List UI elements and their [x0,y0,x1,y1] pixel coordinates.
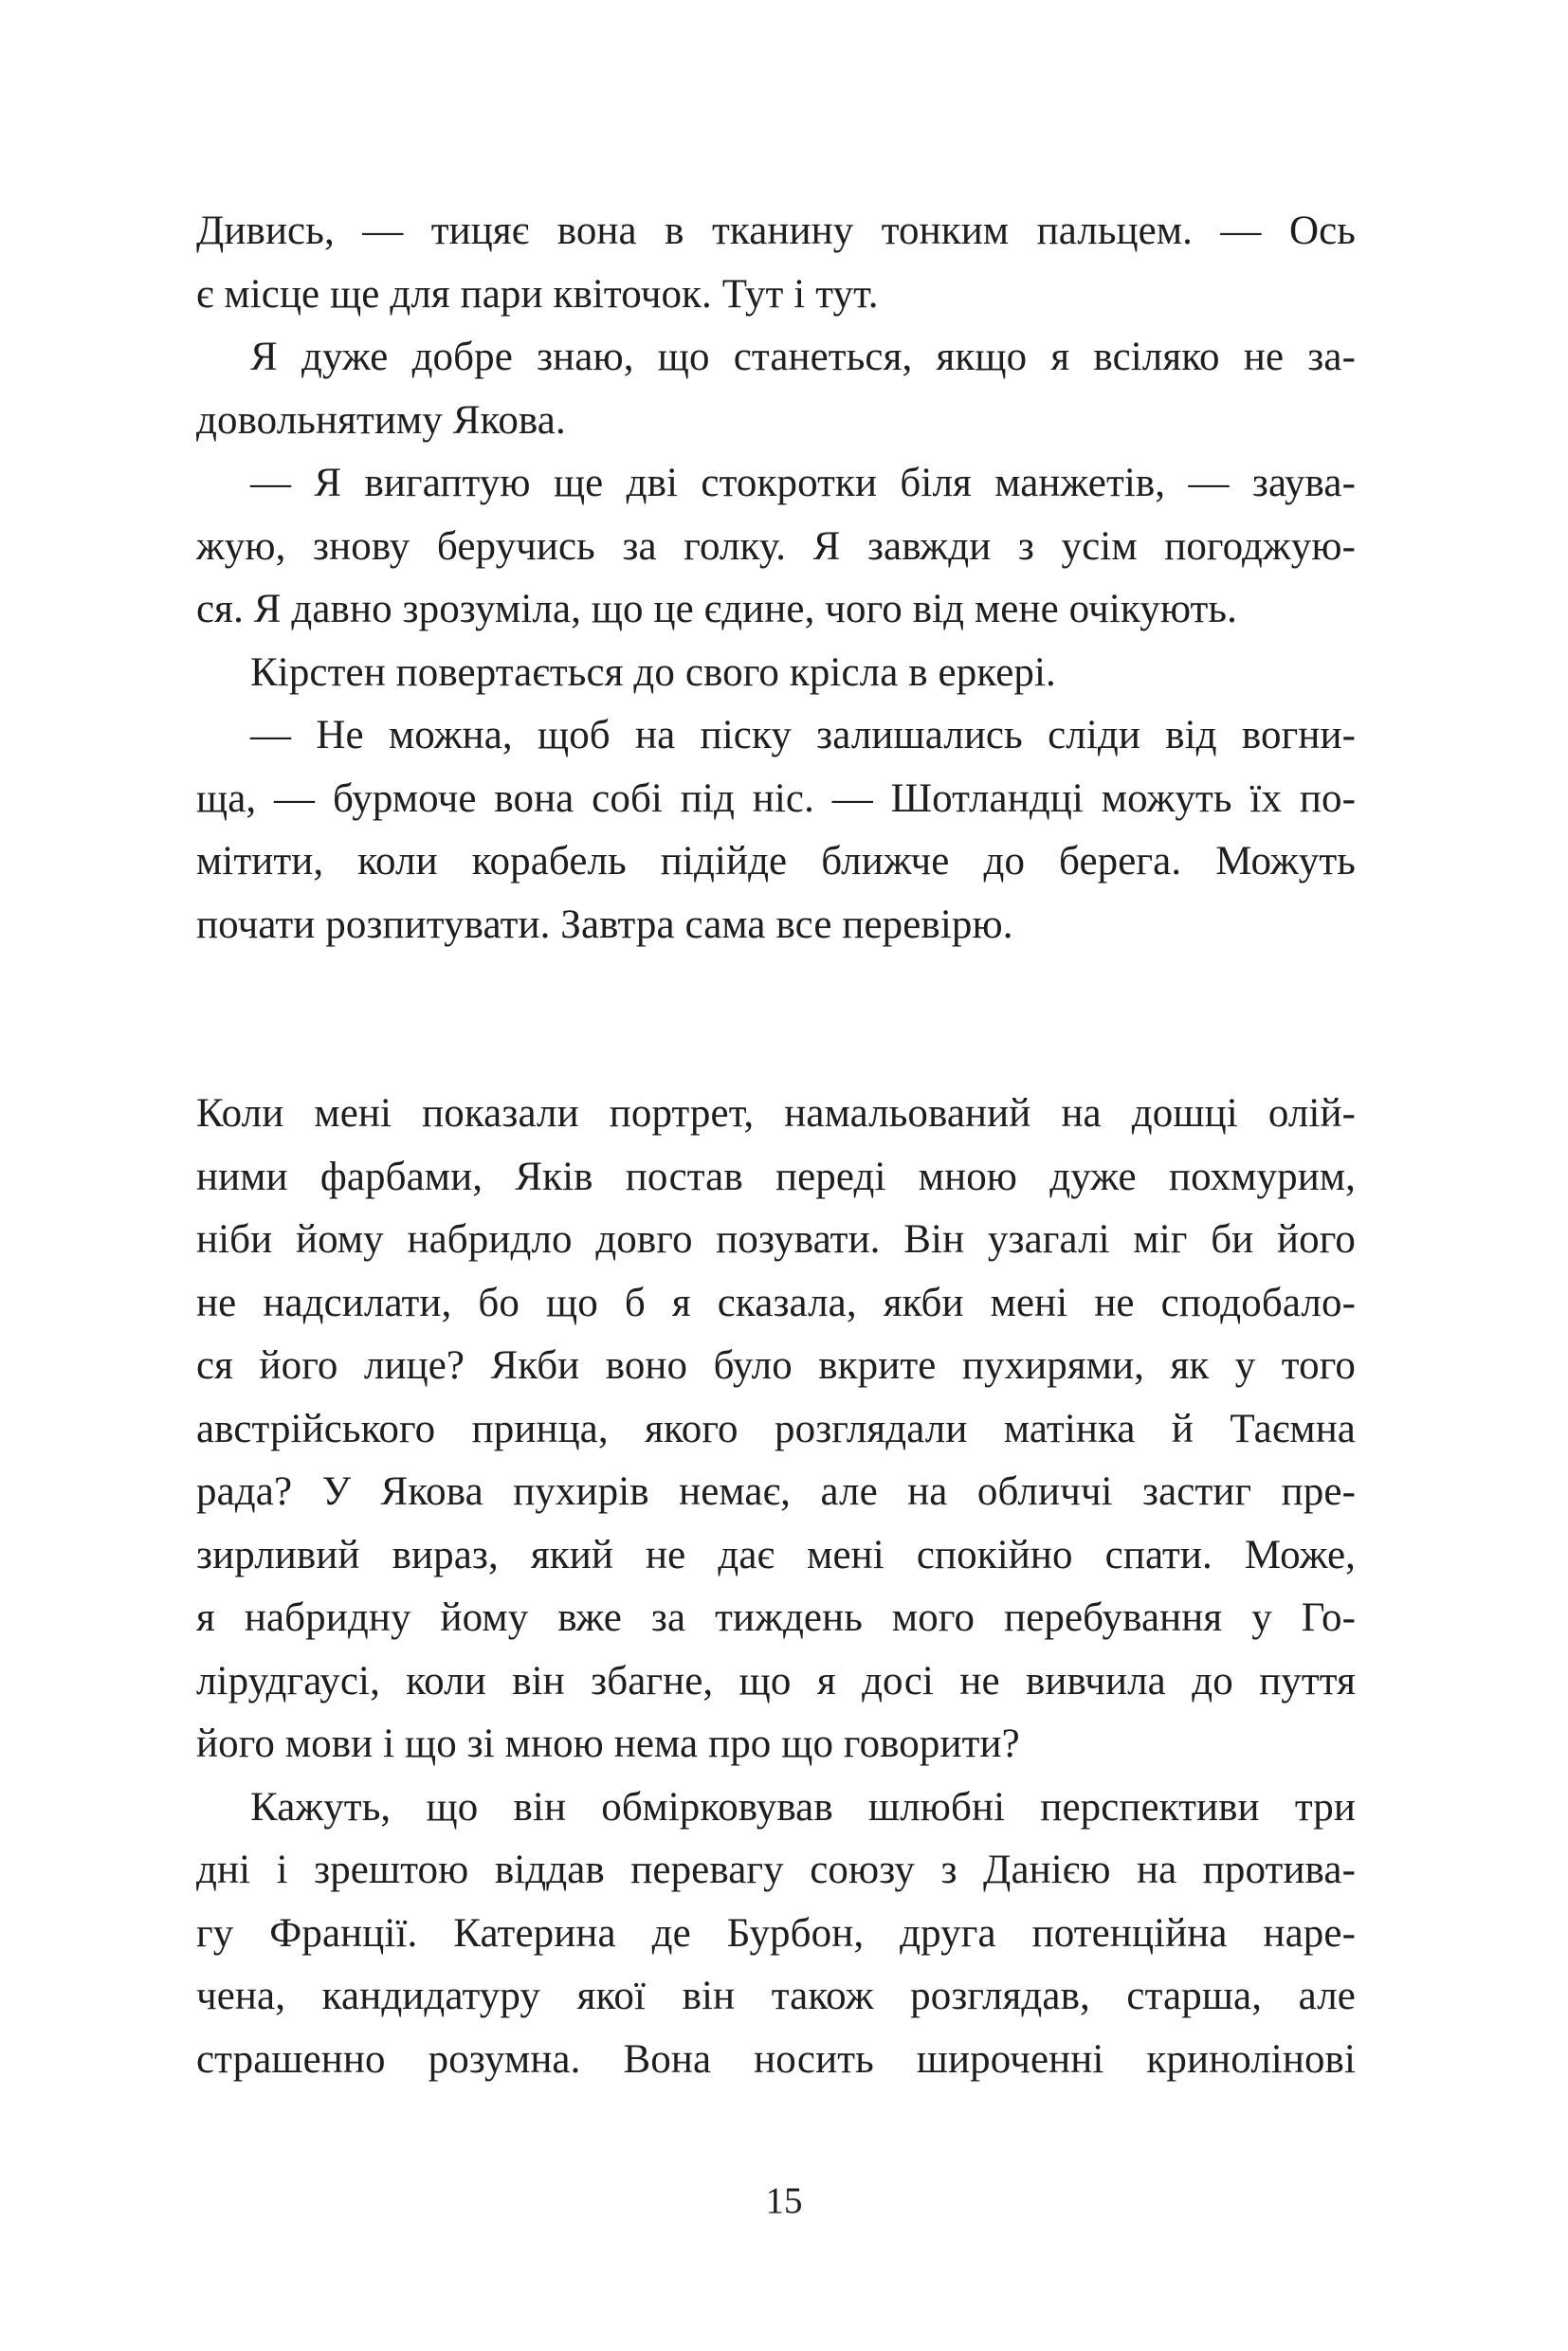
text-line: зирливий вираз, який не дає мені спокійно спати. Може, [196,1532,1356,1577]
text-block-2 [196,1083,1356,2091]
text-block-1 [196,200,1356,957]
paragraph [196,326,1356,452]
text-line: — Не можна, щоб на піску залишались сліди від вогни- [250,713,1356,757]
text-line: рада? У Якова пухирів немає, але на обличчі застиг пре- [196,1469,1356,1514]
text-line: чена, кандидатуру якої він також розглядав, старша, але [196,1974,1356,2018]
text-line: ща, — бурмоче вона собі під ніс. — Шотландці можуть їх по- [196,775,1356,821]
text-line: Я дуже добре знаю, що станеться, якщо я всіляко не за- [250,335,1356,379]
paragraph [196,642,1356,705]
paragraph [196,1083,1356,1777]
page-number: 15 [765,2180,803,2221]
paragraph [196,1777,1356,2092]
paragraph [196,452,1356,642]
text-line: не надсилати, бо що б я сказала, якби мені не сподобало- [196,1280,1356,1325]
text-line: я набридну йому вже за тиждень мого перебування у Го- [196,1595,1356,1640]
text-line: жую, знову беручись за голку. Я завжди з усім погоджую- [196,523,1356,569]
text-line: мітити, коли корабель підійде ближче до берега. Можуть [196,839,1356,884]
text-line: лірудгаусі, коли він збагне, що я досі не вивчила до пуття [196,1658,1356,1704]
text-line: ніби йому набридло довго позувати. Він узагалі міг би його [196,1217,1356,1262]
paragraph [196,200,1356,326]
text-line: ними фарбами, Яків постав переді мною дуже похмурим, [196,1154,1356,1199]
text-line: гу Франції. Катерина де Бурбон, друга потенційна наре- [196,1910,1356,1956]
text-line: почати розпитувати. Завтра сама все перевірю. [196,902,1013,947]
text-line: дні і зрештою віддав перевагу союзу з Данією на протива- [196,1848,1356,1892]
paragraph [196,704,1356,957]
text-line: Кірстен повертається до свого крісла в еркері. [250,649,1056,695]
text-line: ся його лице? Якби воно було вкрите пухирями, як у того [196,1343,1356,1388]
text-line: Кажуть, що він обмірковував шлюбні перспективи три [250,1784,1356,1830]
text-line: ся. Я давно зрозуміла, що це єдине, чого від мене очікують. [196,587,1237,631]
text-line: — Я вигаптую ще дві стокротки біля манжетів, — заува- [250,461,1356,505]
text-line: австрійського принца, якого розглядали матінка й Таємна [196,1406,1356,1451]
text-line: його мови і що зі мною нема про що говорити? [196,1722,1020,1766]
text-line: Коли мені показали портрет, намальований на дошці олій- [196,1091,1356,1136]
text-line: є місце ще для пари квіточок. Тут і тут. [196,271,879,317]
page-text-area [196,200,1356,2091]
text-line: страшенно розумна. Вона носить широченні кринолінові [196,2036,1356,2082]
text-line: довольнятиму Якова. [196,397,566,443]
text-line: Дивись, — тицяє вона в тканину тонким пальцем. — Ось [196,209,1356,253]
